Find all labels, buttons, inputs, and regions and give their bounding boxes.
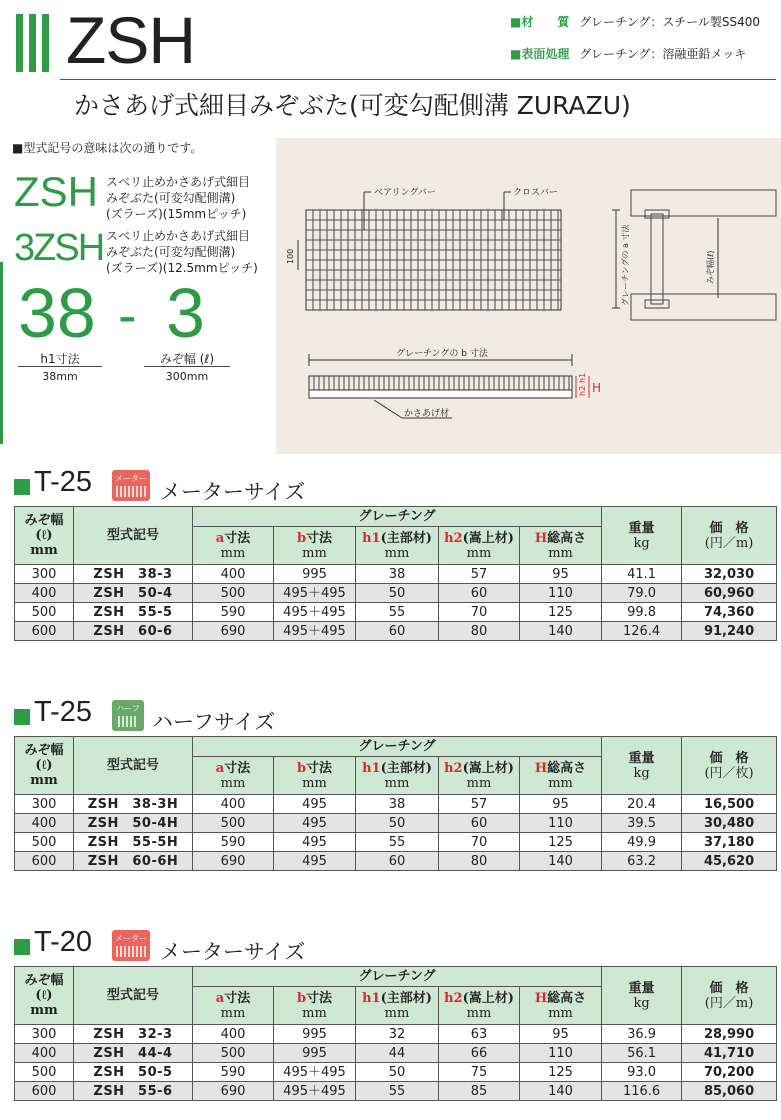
label-dim-b: グレーチングの b 寸法 xyxy=(396,349,488,359)
section-title: ハーフサイズ xyxy=(152,710,276,734)
col-a: a寸法 mm xyxy=(193,987,274,1025)
h1-label: h1寸法 xyxy=(40,352,80,366)
col-weight: 重量 kg xyxy=(602,967,682,1025)
spec-material-label: ■材 質 xyxy=(510,15,570,29)
section-t25-meter-header xyxy=(14,466,414,504)
example-h1: 38 xyxy=(18,274,96,352)
col-h2: h2(嵩上材) mm xyxy=(439,757,520,795)
col-price: 価 格 (円／m) xyxy=(682,507,777,565)
meter-icon xyxy=(112,470,150,501)
col-h1: h1(主部材) mm xyxy=(356,527,439,565)
legend-intro: ■型式記号の意味は次の通りです。 xyxy=(12,141,203,155)
table-row: 600 ZSH 60-6 690 495＋495 60 80 140 126.4 91,240 xyxy=(15,622,777,641)
spec-material-value: グレーチング：スチール製SS400 xyxy=(579,15,760,29)
col-h2: h2(嵩上材) mm xyxy=(439,987,520,1025)
col-H: H総高さ mm xyxy=(520,527,602,565)
product-code: ZSH xyxy=(66,3,195,77)
spec-finish-label: ■表面処理 xyxy=(510,47,570,61)
h1-rule xyxy=(18,366,102,367)
col-width: みぞ幅 (ℓ) mm xyxy=(15,737,74,795)
legend-desc-3zsh-3: (ズラーズ)(12.5mmピッチ) xyxy=(106,261,258,275)
table-t25-half xyxy=(14,736,777,871)
section-title: メーターサイズ xyxy=(160,940,306,964)
product-subtitle: かさあげ式細目みぞぶた(可変勾配側溝 ZURAZU) xyxy=(74,91,631,120)
header-bar-1 xyxy=(16,14,23,72)
grating-drawing xyxy=(276,138,781,454)
load-class: T-25 xyxy=(34,696,93,728)
legend-desc-zsh-2: みぞぶた(可変勾配側溝) xyxy=(106,191,236,205)
table-row: 500 ZSH 50-5 590 495＋495 50 75 125 93.0 70,200 xyxy=(15,1063,777,1082)
col-b: b寸法 mm xyxy=(274,527,356,565)
col-a: a寸法 mm xyxy=(193,527,274,565)
col-weight: 重量 kg xyxy=(602,737,682,795)
table-row: 300 ZSH 32-3 400 995 32 63 95 36.9 28,990 xyxy=(15,1025,777,1044)
table-row: 300 ZSH 38-3 400 995 38 57 95 41.1 32,030 xyxy=(15,565,777,584)
table-row: 500 ZSH 55-5H 590 495 55 70 125 49.9 37,180 xyxy=(15,833,777,852)
col-b: b寸法 mm xyxy=(274,757,356,795)
legend-desc-3zsh xyxy=(106,228,258,276)
table-row: 400 ZSH 44-4 500 995 44 66 110 56.1 41,710 xyxy=(15,1044,777,1063)
section-square xyxy=(14,709,30,725)
legend-desc-3zsh-1: スベリ止めかさあげ式細目 xyxy=(106,229,251,243)
load-class: T-20 xyxy=(34,926,93,958)
section-t25-half-header xyxy=(14,696,414,734)
col-h1: h1(主部材) mm xyxy=(356,757,439,795)
label-dim-a: グレーチングの a 寸法 xyxy=(621,224,630,306)
col-width: みぞ幅 (ℓ) mm xyxy=(15,507,74,565)
example-width: 3 xyxy=(166,274,205,352)
meter-badge-label: メーター xyxy=(115,934,147,943)
spec-finish xyxy=(510,45,746,62)
label-h2: h2 xyxy=(578,385,587,396)
example-dash: - xyxy=(118,283,137,346)
width-rule xyxy=(144,366,230,367)
label-dim-100: 100 xyxy=(286,248,295,264)
col-model: 型式記号 xyxy=(74,737,193,795)
legend-code-zsh: ZSH xyxy=(14,168,98,215)
header-rule xyxy=(60,79,776,80)
col-model: 型式記号 xyxy=(74,967,193,1025)
col-h1: h1(主部材) mm xyxy=(356,987,439,1025)
section-t20-meter-header xyxy=(14,926,414,964)
h1-value: 38mm xyxy=(42,370,78,383)
legend-bar xyxy=(0,262,3,444)
table-row: 600 ZSH 55-6 690 495＋495 55 85 140 116.6 85,060 xyxy=(15,1082,777,1101)
col-grating: グレーチング xyxy=(193,737,602,757)
load-class: T-25 xyxy=(34,466,93,498)
table-row: 600 ZSH 60-6H 690 495 60 80 140 63.2 45,620 xyxy=(15,852,777,871)
col-grating: グレーチング xyxy=(193,507,602,527)
table-t20-meter xyxy=(14,966,777,1101)
legend-desc-zsh-3: (ズラーズ)(15mmピッチ) xyxy=(106,207,247,221)
col-H: H総高さ mm xyxy=(520,757,602,795)
header-bar-2 xyxy=(29,14,36,72)
col-price: 価 格 (円／枚) xyxy=(682,737,777,795)
label-H: H xyxy=(592,381,602,395)
table-row: 500 ZSH 55-5 590 495＋495 55 70 125 99.8 74,360 xyxy=(15,603,777,622)
col-weight: 重量 kg xyxy=(602,507,682,565)
label-cross-bar: クロスバー xyxy=(513,188,559,198)
meter-badge-label: メーター xyxy=(115,474,147,483)
spec-finish-value: グレーチング：溶融亜鉛メッキ xyxy=(579,47,747,61)
label-bearing-bar: ベアリングバー xyxy=(374,188,436,198)
col-h2: h2(嵩上材) mm xyxy=(439,527,520,565)
section-square xyxy=(14,939,30,955)
half-badge-label: ハーフ xyxy=(116,704,140,713)
col-width: みぞ幅 (ℓ) mm xyxy=(15,967,74,1025)
col-price: 価 格 (円／m) xyxy=(682,967,777,1025)
section-title: メーターサイズ xyxy=(160,480,306,504)
col-grating: グレーチング xyxy=(193,967,602,987)
legend-desc-zsh xyxy=(106,174,250,222)
table-row: 400 ZSH 50-4H 500 495 50 60 110 39.5 30,480 xyxy=(15,814,777,833)
half-icon xyxy=(112,700,144,731)
header-bar-3 xyxy=(42,14,49,72)
legend-code-3zsh: 3ZSH xyxy=(14,227,104,269)
label-h1: h1 xyxy=(578,372,587,383)
drawing-panel xyxy=(276,138,781,454)
width-value: 300mm xyxy=(165,370,209,383)
col-a: a寸法 mm xyxy=(193,757,274,795)
label-groove-width: みぞ幅(ℓ) xyxy=(706,250,715,284)
spec-material xyxy=(510,13,760,30)
label-raise-member: かさあげ材 xyxy=(404,409,450,419)
legend-desc-3zsh-2: みぞぶた(可変勾配側溝) xyxy=(106,245,236,259)
col-model: 型式記号 xyxy=(74,507,193,565)
table-t25-meter xyxy=(14,506,777,641)
meter-icon xyxy=(112,930,150,961)
width-label: みぞ幅 (ℓ) xyxy=(159,352,215,366)
table-row: 400 ZSH 50-4 500 495＋495 50 60 110 79.0 60,960 xyxy=(15,584,777,603)
col-b: b寸法 mm xyxy=(274,987,356,1025)
section-square xyxy=(14,479,30,495)
legend-desc-zsh-1: スベリ止めかさあげ式細目 xyxy=(106,175,251,189)
table-row: 300 ZSH 38-3H 400 495 38 57 95 20.4 16,500 xyxy=(15,795,777,814)
col-H: H総高さ mm xyxy=(520,987,602,1025)
